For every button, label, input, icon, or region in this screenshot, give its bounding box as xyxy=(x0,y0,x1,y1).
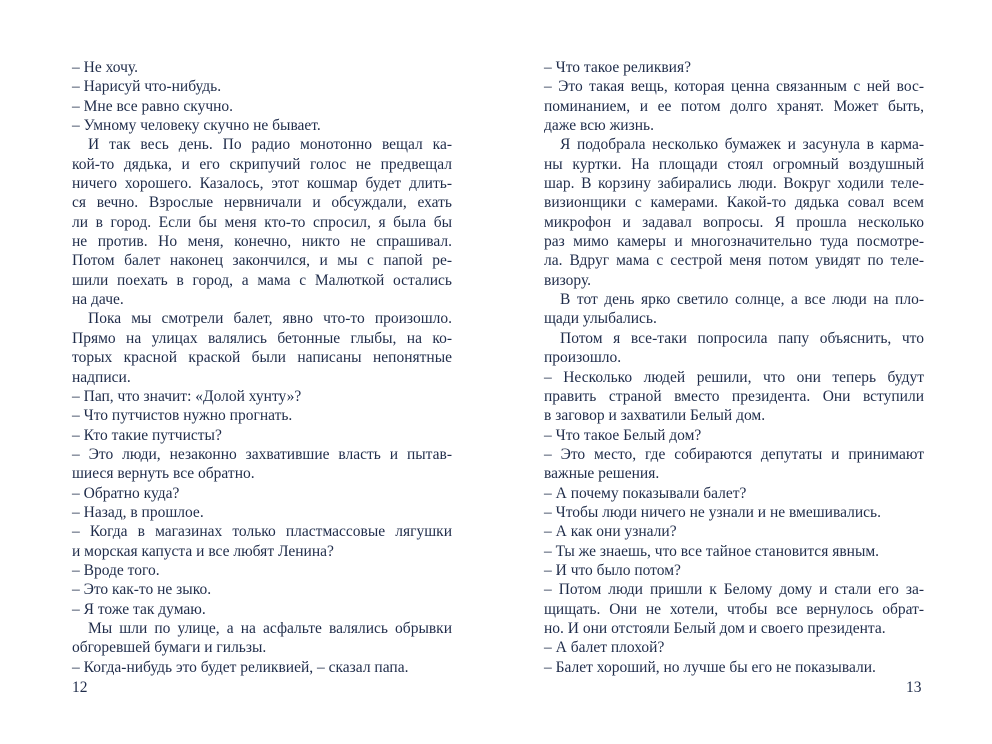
text-line: шиеся вернуть все обратно. xyxy=(72,465,255,483)
text-line: важные решения. xyxy=(544,465,660,483)
right-page-text xyxy=(544,58,924,677)
text-line: ла. Вдруг мама с сестрой меня потом увидят по теле- xyxy=(544,252,924,270)
text-line: обгоревшей бумаги и гильзы. xyxy=(72,639,267,657)
text-line: Потом я все-таки попросила папу объяснить, что xyxy=(560,329,924,347)
text-line: – Когда в магазинах только пластмассовые лягушки xyxy=(72,523,452,541)
text-line: и морская капуста и все любят Ленина? xyxy=(72,542,334,560)
text-line: – Кто такие путчисты? xyxy=(72,426,222,444)
text-line: Прямо на улицах валялись бетонные глыбы, на ко- xyxy=(72,329,452,347)
text-line: щади улыбались. xyxy=(544,310,657,328)
text-line: шили поехать в город, а мама с Малюткой остались xyxy=(72,271,452,289)
text-line: раз мимо камеры и многозначительно туда посмотре- xyxy=(544,233,924,251)
text-line: – Чтобы люди ничего не узнали и не вмешивались. xyxy=(544,503,881,521)
text-line: – И что было потом? xyxy=(544,561,681,579)
text-line: надписи. xyxy=(72,368,131,386)
left-page-text xyxy=(72,58,452,677)
page-number-left: 12 xyxy=(72,679,88,696)
text-line: Я подобрала несколько бумажек и засунула в карма- xyxy=(560,136,924,154)
text-line: – Это место, где собираются депутаты и принимают xyxy=(544,445,924,463)
text-line: визионщики с камерами. Какой-то дядька совал всем xyxy=(544,194,924,212)
text-line: – Это люди, незаконно захватившие власть и пытав- xyxy=(72,445,452,463)
text-line: ли в город. Если бы меня кто-то спросил, я была бы xyxy=(72,213,452,231)
text-line: шар. В корзину забирались люди. Вокруг ходили теле- xyxy=(544,175,924,193)
text-line: – Мне все равно скучно. xyxy=(72,97,234,115)
text-line: – Это как-то не зыко. xyxy=(72,581,212,599)
text-line: кой-то дядька, и его скрипучий голос не предвещал xyxy=(72,155,452,173)
text-line: – Не хочу. xyxy=(72,59,138,76)
text-line: В тот день ярко светило солнце, а все люди на пло- xyxy=(560,291,924,309)
text-line: микрофон и задавал вопросы. Я прошла несколько xyxy=(544,213,924,231)
text-line: в заговор и захватили Белый дом. xyxy=(544,407,766,425)
text-line: Пока мы смотрели балет, явно что-то произошло. xyxy=(88,310,452,328)
text-line: – Это такая вещь, которая ценна связанным с ней вос- xyxy=(544,78,924,96)
text-line: щищать. Они не хотели, чтобы все вернулось обрат- xyxy=(544,600,924,618)
text-line: – Что такое реликвия? xyxy=(544,59,691,76)
text-line: – А почему показывали балет? xyxy=(544,484,747,502)
text-line: – Что путчистов нужно прогнать. xyxy=(72,407,293,425)
text-line: ничего хорошего. Казалось, этот кошмар будет длить- xyxy=(72,175,452,193)
text-line: – Несколько людей решили, что они теперь будут xyxy=(544,368,924,386)
text-line: – Я тоже так думаю. xyxy=(72,600,206,618)
text-line: – Назад, в прошлое. xyxy=(72,503,204,521)
text-line: торых красной краской были написаны непонятные xyxy=(72,349,452,367)
text-line: поминанием, и ее потом долго хранят. Может быть, xyxy=(544,97,924,115)
text-line: но. И они отстояли Белый дом и своего президента. xyxy=(544,619,886,637)
text-line: – Ты же знаешь, что все тайное становится явным. xyxy=(544,542,880,560)
text-line: – Пап, что значит: «Долой хунту»? xyxy=(72,387,302,405)
text-line: не против. Но меня, конечно, никто не спрашивал. xyxy=(72,233,452,251)
text-line: ны куртки. На площади стоял огромный воздушный xyxy=(544,155,924,173)
text-line: – Что такое Белый дом? xyxy=(544,426,702,444)
text-line: править страной вместо президента. Они вступили xyxy=(544,387,924,405)
text-line: – А балет плохой? xyxy=(544,639,665,657)
text-line: – Нарисуй что-нибудь. xyxy=(72,78,222,96)
text-line: – Вроде того. xyxy=(72,561,160,579)
text-line: Мы шли по улице, а на асфальте валялись обрывки xyxy=(88,619,452,637)
text-line: ся вечно. Взрослые нервничали и обсуждали, ехать xyxy=(72,194,452,212)
text-line: Потом балет наконец закончился, и мы с папой ре- xyxy=(72,252,452,270)
text-line: – Умному человеку скучно не бывает. xyxy=(72,117,321,135)
text-line: – Потом люди пришли к Белому дому и стали его за- xyxy=(544,581,924,599)
text-line: на даче. xyxy=(72,291,124,309)
text-line: даже всю жизнь. xyxy=(544,117,654,135)
text-line: произошло. xyxy=(544,349,622,367)
text-line: – Когда-нибудь это будет реликвией, – сказал папа. xyxy=(72,658,409,676)
text-line: И так весь день. По радио монотонно вещал ка- xyxy=(88,136,452,154)
text-line: – Обратно куда? xyxy=(72,484,180,502)
page-number-right: 13 xyxy=(906,679,922,696)
text-line: визору. xyxy=(544,271,592,289)
text-line: – Балет хороший, но лучше бы его не показывали. xyxy=(544,658,876,676)
text-line: – А как они узнали? xyxy=(544,523,677,541)
